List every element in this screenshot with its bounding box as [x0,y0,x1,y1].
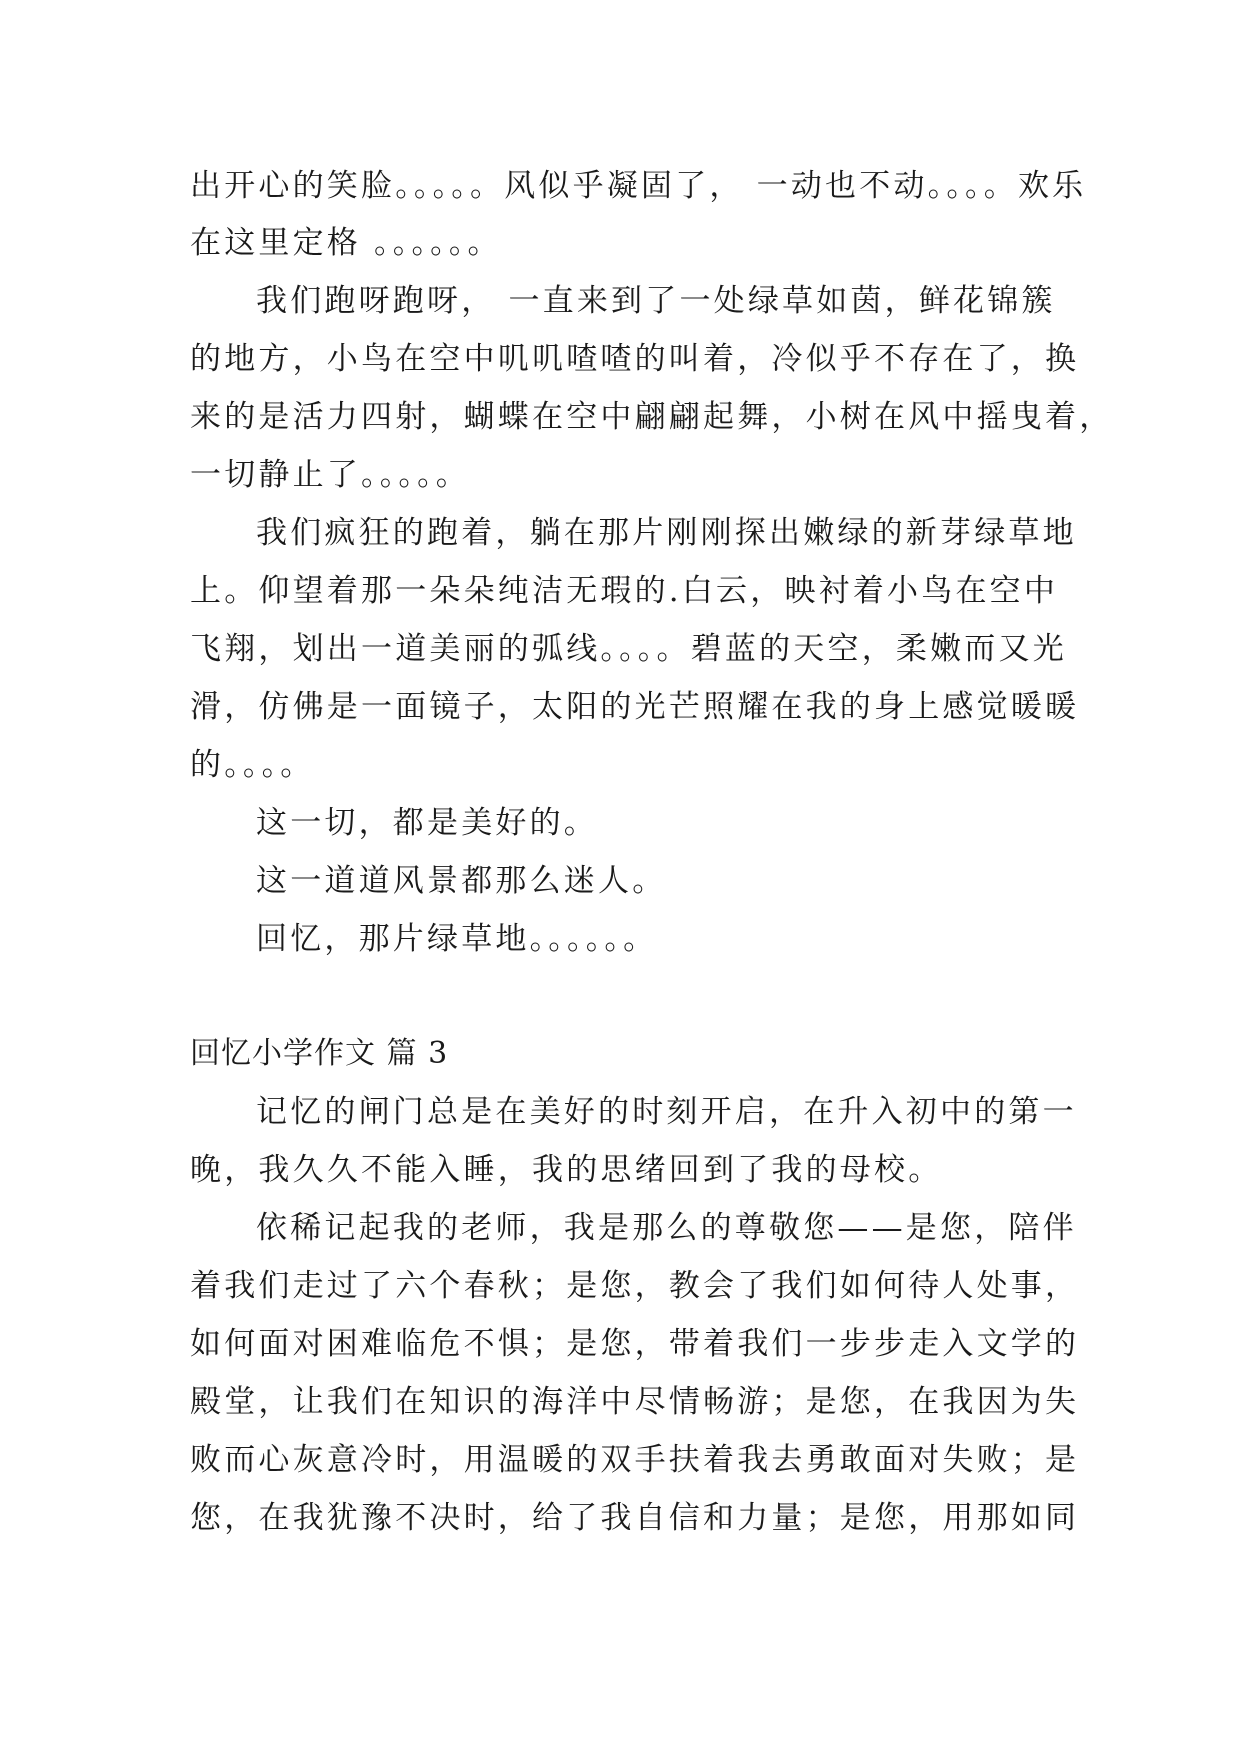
paragraph-line: 滑，仿佛是一面镜子，太阳的光芒照耀在我的身上感觉暖暖 [190,689,1080,725]
paragraph-line: 来的是活力四射，蝴蝶在空中翩翩起舞，小树在风中摇曳着， [190,399,1114,435]
paragraph-line: 的。。。。 [190,747,315,783]
paragraph-line: 一切静止了。。。。。 [190,457,470,493]
paragraph-line: 出开心的笑脸。。。。。风似乎凝固了， 一动也不动。。。。欢乐 [190,168,1087,204]
paragraph-line: 我们跑呀跑呀， 一直来到了一处绿草如茵，鲜花锦簇 [256,283,1056,319]
paragraph-line: 飞翔，划出一道美丽的弧线。。。。碧蓝的天空，柔嫩而又光 [190,631,1067,667]
paragraph-line: 的地方，小鸟在空中叽叽喳喳的叫着，冷似乎不存在了，换 [190,341,1080,377]
paragraph-line: 殿堂，让我们在知识的海洋中尽情畅游；是您，在我因为失 [190,1384,1080,1420]
section-title: 回忆小学作文 篇 3 [190,1036,449,1071]
paragraph-line: 您，在我犹豫不决时，给了我自信和力量；是您，用那如同 [190,1500,1080,1536]
paragraph-line: 这一切，都是美好的。 [256,805,598,841]
paragraph-line: 败而心灰意冷时，用温暖的双手扶着我去勇敢面对失败；是 [190,1442,1080,1478]
paragraph-line: 如何面对困难临危不惧；是您，带着我们一步步走入文学的 [190,1326,1080,1362]
paragraph-line: 我们疯狂的跑着，躺在那片刚刚探出嫩绿的新芽绿草地 [256,515,1077,551]
paragraph-line: 这一道道风景都那么迷人。 [256,863,667,899]
paragraph-line: 回忆，那片绿草地。。。。。。 [256,921,658,957]
paragraph-line: 上。仰望着那一朵朵纯洁无瑕的.白云，映衬着小鸟在空中 [190,573,1059,609]
paragraph-line: 晚，我久久不能入睡，我的思绪回到了我的母校。 [190,1152,943,1188]
paragraph-line: 着我们走过了六个春秋；是您，教会了我们如何待人处事， [190,1268,1080,1304]
paragraph-line: 依稀记起我的老师，我是那么的尊敬您——是您，陪伴 [256,1210,1077,1246]
paragraph-line: 在这里定格 。。。。。。 [190,225,502,261]
paragraph-line: 记忆的闸门总是在美好的时刻开启，在升入初中的第一 [256,1094,1077,1130]
